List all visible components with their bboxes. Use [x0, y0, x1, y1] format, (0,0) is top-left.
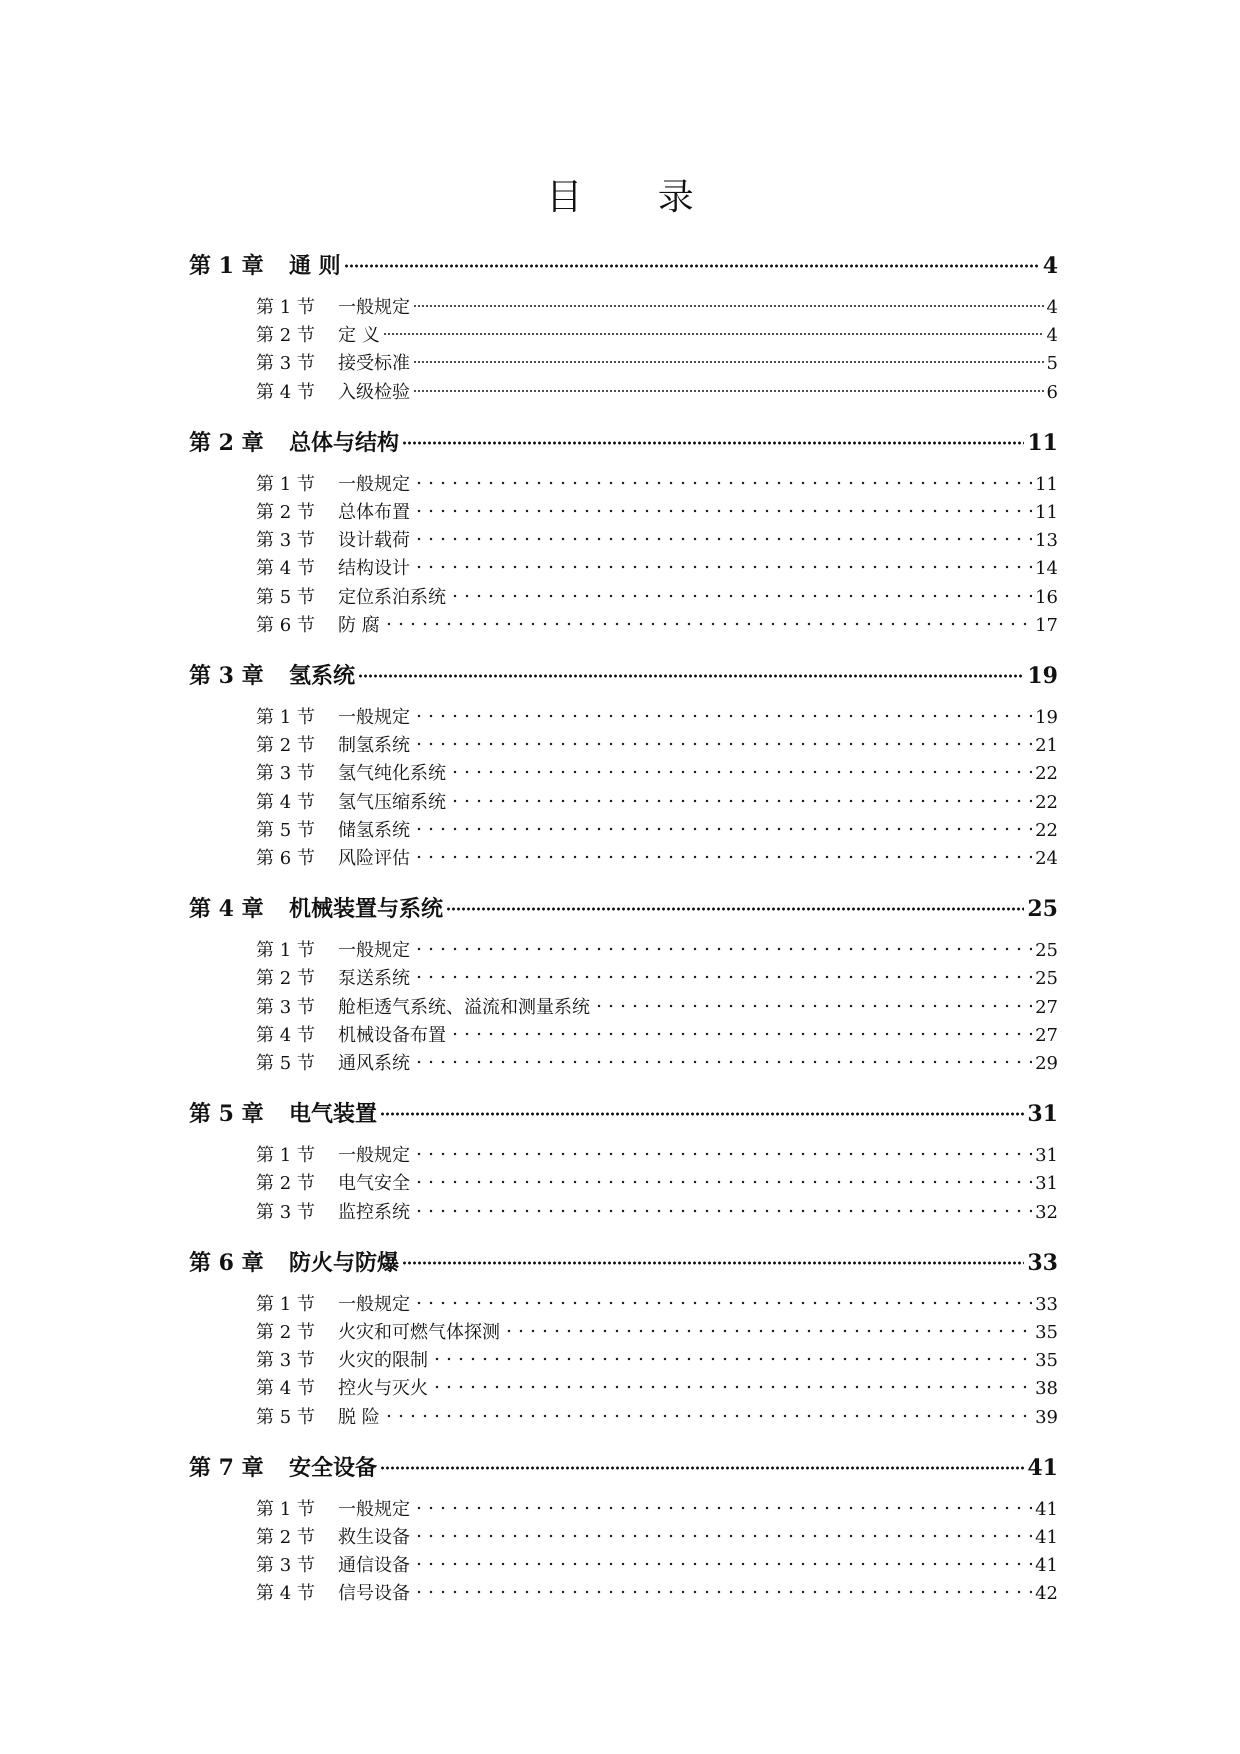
page-number: 17 [1035, 615, 1058, 636]
section-title: 防 腐 [338, 615, 380, 636]
section-title: 风险评估 [338, 848, 410, 869]
toc-title: 目 录 [546, 177, 726, 218]
chapter-number: 第 7 章 [189, 1455, 264, 1481]
page-number: 39 [1035, 1407, 1058, 1428]
page-number: 25 [1027, 896, 1058, 922]
section-number: 第 3 节 [256, 763, 315, 784]
dot-leader [413, 827, 1032, 831]
dot-leader [402, 441, 1024, 445]
toc-section-entry[interactable] [256, 1376, 1058, 1402]
chapter-number: 第 2 章 [189, 430, 264, 456]
page-number: 32 [1035, 1202, 1058, 1223]
section-title: 氢气压缩系统 [338, 792, 446, 813]
toc-section-entry[interactable] [256, 1348, 1058, 1374]
section-title: 储氢系统 [338, 820, 410, 841]
section-title: 制氢系统 [338, 735, 410, 756]
page-number: 38 [1035, 1378, 1058, 1399]
toc-chapter-entry[interactable] [189, 251, 1058, 281]
dot-leader [358, 674, 1024, 678]
section-number: 第 1 节 [256, 1294, 315, 1315]
section-title: 一般规定 [338, 1145, 410, 1166]
page-number: 25 [1035, 940, 1058, 961]
toc-section-entry[interactable] [256, 556, 1058, 582]
toc-chapter-entry[interactable] [189, 894, 1058, 924]
page-number: 41 [1035, 1527, 1058, 1548]
section-title: 机械设备布置 [338, 1025, 446, 1046]
page-number: 33 [1027, 1250, 1058, 1276]
dot-leader [413, 389, 1044, 393]
section-title: 火灾的限制 [338, 1350, 428, 1371]
page-number: 31 [1035, 1145, 1058, 1166]
toc-section-entry[interactable] [256, 1320, 1058, 1346]
chapter-title: 通 则 [289, 253, 341, 279]
section-number: 第 1 节 [256, 707, 315, 728]
section-number: 第 2 节 [256, 1322, 315, 1343]
toc-section-entry[interactable] [256, 705, 1058, 731]
page-number: 22 [1035, 763, 1058, 784]
dot-leader [449, 799, 1032, 803]
toc-section-entry[interactable] [256, 500, 1058, 526]
toc-section-entry[interactable] [256, 295, 1058, 321]
toc-section-entry[interactable] [256, 1051, 1058, 1077]
page-number: 35 [1035, 1322, 1058, 1343]
section-title: 泵送系统 [338, 968, 410, 989]
page-number: 19 [1027, 663, 1058, 689]
dot-leader [413, 1506, 1032, 1510]
chapter-number: 第 5 章 [189, 1101, 264, 1127]
page-number: 4 [1046, 297, 1058, 318]
section-number: 第 1 节 [256, 297, 315, 318]
section-number: 第 4 节 [256, 1583, 315, 1604]
section-number: 第 6 节 [256, 848, 315, 869]
page-number: 29 [1035, 1053, 1058, 1074]
section-title: 一般规定 [338, 707, 410, 728]
dot-leader [413, 1590, 1032, 1594]
dot-leader [431, 1357, 1032, 1361]
section-number: 第 2 节 [256, 968, 315, 989]
dot-leader [413, 947, 1032, 951]
section-number: 第 4 节 [256, 792, 315, 813]
section-number: 第 6 节 [256, 615, 315, 636]
section-number: 第 4 节 [256, 382, 315, 403]
toc-section-entry[interactable] [256, 966, 1058, 992]
section-number: 第 2 节 [256, 325, 315, 346]
dot-leader [413, 975, 1032, 979]
section-number: 第 2 节 [256, 735, 315, 756]
section-number: 第 3 节 [256, 1555, 315, 1576]
page-number: 19 [1035, 707, 1058, 728]
section-title: 一般规定 [338, 1294, 410, 1315]
toc-section-entry[interactable] [256, 1171, 1058, 1197]
dot-leader [413, 1301, 1032, 1305]
dot-leader [413, 714, 1032, 718]
section-title: 一般规定 [338, 1499, 410, 1520]
page-number: 13 [1035, 530, 1058, 551]
dot-leader [413, 360, 1044, 364]
page-number: 21 [1035, 735, 1058, 756]
page-number: 4 [1046, 325, 1058, 346]
toc-section-entry[interactable] [256, 1581, 1058, 1607]
page-number: 35 [1035, 1350, 1058, 1371]
section-title: 一般规定 [338, 297, 410, 318]
dot-leader [503, 1329, 1032, 1333]
page-number: 6 [1046, 382, 1058, 403]
page-number: 42 [1035, 1583, 1058, 1604]
dot-leader [413, 855, 1032, 859]
section-title: 火灾和可燃气体探测 [338, 1322, 500, 1343]
dot-leader [413, 1209, 1032, 1213]
page-number: 22 [1035, 820, 1058, 841]
page-number: 27 [1035, 997, 1058, 1018]
section-title: 设计载荷 [338, 530, 410, 551]
section-title: 定 义 [338, 325, 380, 346]
toc-section-entry[interactable] [256, 380, 1058, 406]
section-title: 控火与灭火 [338, 1378, 428, 1399]
dot-leader [383, 622, 1032, 626]
toc-section-entry[interactable] [256, 351, 1058, 377]
toc-section-entry[interactable] [256, 1497, 1058, 1523]
section-title: 接受标准 [338, 353, 410, 374]
section-number: 第 1 节 [256, 474, 315, 495]
section-number: 第 1 节 [256, 940, 315, 961]
page-number: 31 [1027, 1101, 1058, 1127]
chapter-number: 第 6 章 [189, 1250, 264, 1276]
section-title: 氢气纯化系统 [338, 763, 446, 784]
dot-leader [413, 1180, 1032, 1184]
section-title: 通信设备 [338, 1555, 410, 1576]
page-number: 41 [1035, 1499, 1058, 1520]
toc-chapter-entry[interactable] [189, 428, 1058, 458]
section-number: 第 3 节 [256, 353, 315, 374]
toc-section-entry[interactable] [256, 1023, 1058, 1049]
section-number: 第 4 节 [256, 1025, 315, 1046]
dot-leader [413, 1562, 1032, 1566]
dot-leader [413, 565, 1032, 569]
page-number: 14 [1035, 558, 1058, 579]
dot-leader [413, 481, 1032, 485]
toc-chapter-entry[interactable] [189, 1099, 1058, 1129]
dot-leader [383, 1414, 1032, 1418]
toc-chapter-entry[interactable] [189, 661, 1058, 691]
page-number: 11 [1027, 430, 1058, 456]
chapter-number: 第 3 章 [189, 663, 264, 689]
toc-section-entry[interactable] [256, 585, 1058, 611]
page-number: 22 [1035, 792, 1058, 813]
toc-section-entry[interactable] [256, 1292, 1058, 1318]
toc-section-entry[interactable] [256, 528, 1058, 554]
section-number: 第 3 节 [256, 997, 315, 1018]
toc-section-entry[interactable] [256, 761, 1058, 787]
toc-section-entry[interactable] [256, 323, 1058, 349]
page-number: 4 [1042, 253, 1058, 279]
chapter-title: 氢系统 [289, 663, 356, 689]
chapter-title: 电气装置 [289, 1101, 378, 1127]
section-number: 第 5 节 [256, 1053, 315, 1074]
dot-leader [383, 332, 1044, 336]
section-number: 第 4 节 [256, 558, 315, 579]
chapter-title: 总体与结构 [289, 430, 400, 456]
page-number: 41 [1035, 1555, 1058, 1576]
section-number: 第 2 节 [256, 1173, 315, 1194]
dot-leader [380, 1466, 1024, 1470]
dot-leader [449, 770, 1032, 774]
page-number: 27 [1035, 1025, 1058, 1046]
section-number: 第 5 节 [256, 587, 315, 608]
section-number: 第 1 节 [256, 1499, 315, 1520]
section-title: 总体布置 [338, 502, 410, 523]
toc-section-entry[interactable] [256, 1553, 1058, 1579]
chapter-number: 第 4 章 [189, 896, 264, 922]
toc-section-entry[interactable] [256, 1525, 1058, 1551]
dot-leader [413, 1060, 1032, 1064]
dot-leader [380, 1112, 1024, 1116]
dot-leader [413, 1152, 1032, 1156]
toc-section-entry[interactable] [256, 938, 1058, 964]
section-number: 第 2 节 [256, 1527, 315, 1548]
section-title: 监控系统 [338, 1202, 410, 1223]
section-number: 第 1 节 [256, 1145, 315, 1166]
page-number: 24 [1035, 848, 1058, 869]
chapter-title: 防火与防爆 [289, 1250, 400, 1276]
dot-leader [446, 907, 1024, 911]
dot-leader [344, 264, 1040, 268]
toc-section-entry[interactable] [256, 846, 1058, 872]
toc-section-entry[interactable] [256, 790, 1058, 816]
toc-section-entry[interactable] [256, 995, 1058, 1021]
toc-section-entry[interactable] [256, 613, 1058, 639]
chapter-title: 安全设备 [289, 1455, 378, 1481]
dot-leader [413, 742, 1032, 746]
section-title: 救生设备 [338, 1527, 410, 1548]
page-number: 5 [1046, 353, 1058, 374]
toc-section-entry[interactable] [256, 1143, 1058, 1169]
dot-leader [413, 1534, 1032, 1538]
page-number: 31 [1035, 1173, 1058, 1194]
toc-section-entry[interactable] [256, 1405, 1058, 1431]
dot-leader [402, 1261, 1024, 1265]
page-number: 41 [1027, 1455, 1058, 1481]
section-title: 结构设计 [338, 558, 410, 579]
section-title: 入级检验 [338, 382, 410, 403]
chapter-number: 第 1 章 [189, 253, 264, 279]
page-number: 11 [1035, 502, 1058, 523]
section-number: 第 5 节 [256, 1407, 315, 1428]
section-title: 信号设备 [338, 1583, 410, 1604]
section-number: 第 4 节 [256, 1378, 315, 1399]
section-number: 第 3 节 [256, 1202, 315, 1223]
toc-section-entry[interactable] [256, 472, 1058, 498]
section-title: 电气安全 [338, 1173, 410, 1194]
dot-leader [431, 1385, 1032, 1389]
section-number: 第 5 节 [256, 820, 315, 841]
dot-leader [593, 1004, 1032, 1008]
section-title: 定位系泊系统 [338, 587, 446, 608]
section-title: 通风系统 [338, 1053, 410, 1074]
page-number: 11 [1035, 474, 1058, 495]
toc-section-entry[interactable] [256, 818, 1058, 844]
toc-chapter-entry[interactable] [189, 1248, 1058, 1278]
toc-chapter-entry[interactable] [189, 1453, 1058, 1483]
page-number: 16 [1035, 587, 1058, 608]
dot-leader [413, 509, 1032, 513]
dot-leader [413, 304, 1044, 308]
page-number: 25 [1035, 968, 1058, 989]
section-title: 一般规定 [338, 474, 410, 495]
section-number: 第 2 节 [256, 502, 315, 523]
chapter-title: 机械装置与系统 [289, 896, 444, 922]
dot-leader [413, 537, 1032, 541]
dot-leader [449, 594, 1032, 598]
toc-section-entry[interactable] [256, 1200, 1058, 1226]
toc-section-entry[interactable] [256, 733, 1058, 759]
section-title: 一般规定 [338, 940, 410, 961]
section-title: 舱柜透气系统、溢流和测量系统 [338, 997, 590, 1018]
section-number: 第 3 节 [256, 530, 315, 551]
page-number: 33 [1035, 1294, 1058, 1315]
section-title: 脱 险 [338, 1407, 380, 1428]
section-number: 第 3 节 [256, 1350, 315, 1371]
dot-leader [449, 1032, 1032, 1036]
